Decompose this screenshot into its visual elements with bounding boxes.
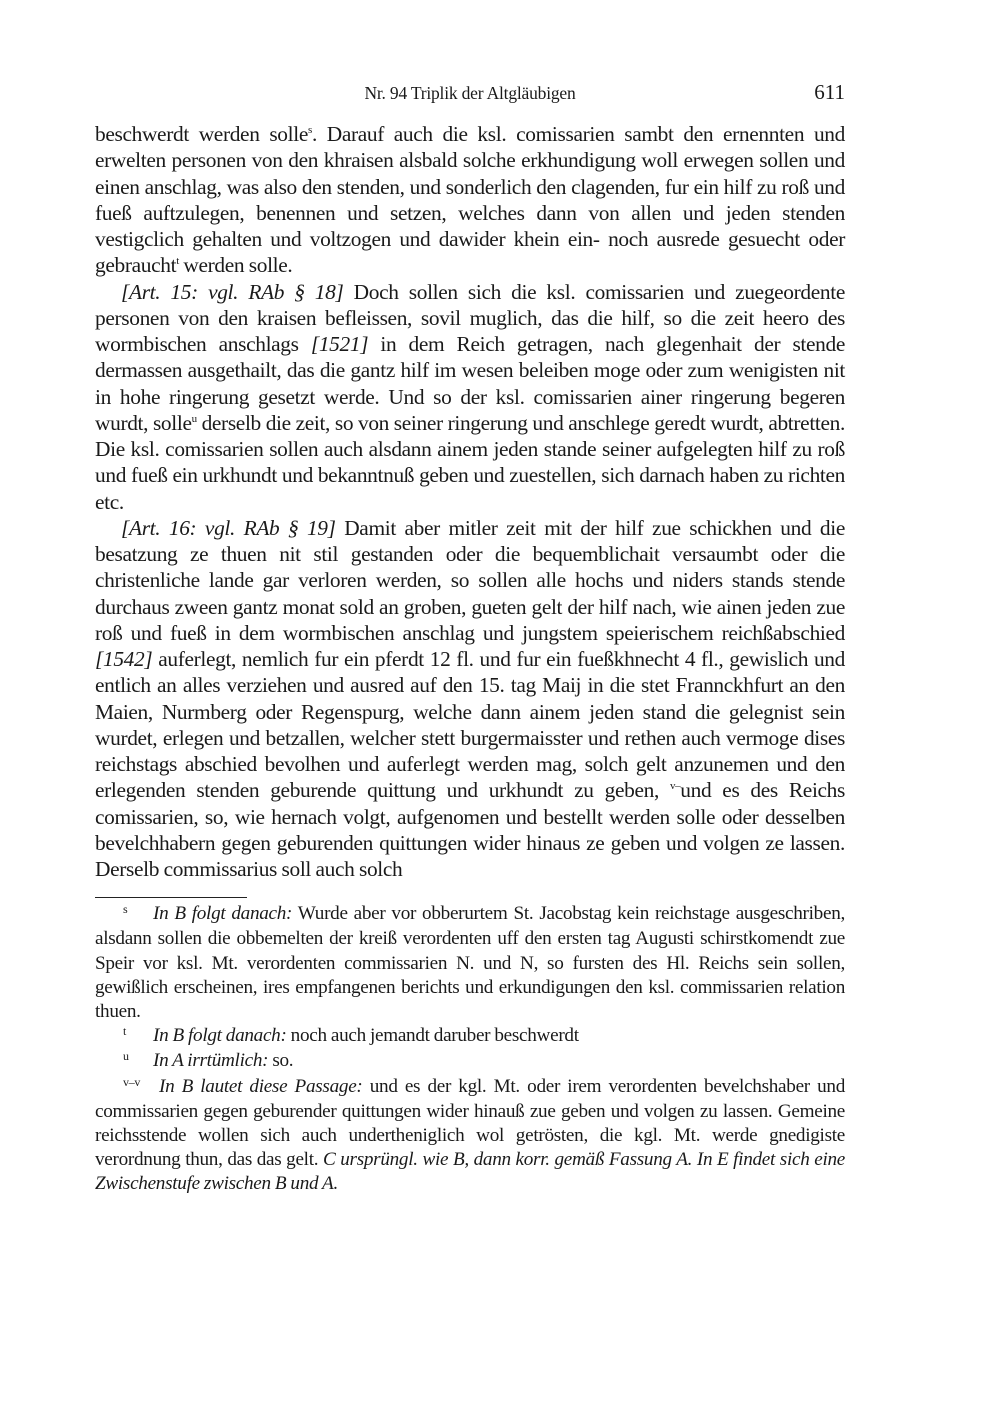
- footnote-s: [95, 902, 845, 1024]
- footnote-divider: [95, 897, 247, 898]
- paragraph-continuation: [95, 121, 845, 279]
- paragraph-text: werden solle.: [178, 253, 293, 278]
- footnote-v-v: [95, 1075, 845, 1197]
- paragraph-text: Damit aber mitler zeit mit der hilf zue schickhen und die besatzung ze thuen nit stil gestanden oder die bequemblichait versaumbt oder die christenliche lande gar verloren werden, so sollen alle hochs und niders stands stende durchaus zween gantz monat sold an groben, gueten gelt der hilf nach, wie ainen jeden zue roß und fueß in dem wormbischen anschlag und jungstem speierischem reichßabschied: [95, 515, 846, 645]
- paragraph-text: derselb die zeit, so von seiner ringerung und anschlege geredt wurdt, abtretten. Die ksl. comissarien sollen auch alsdann ainem jeden stande seiner aufgelegten hilf zu roß und fueß ein urkhundt und bekanntnuß geben und zuestellen, sich darnach haben zu richten etc.: [95, 410, 845, 514]
- footnote-lemma: In A irrtümlich:: [153, 1050, 269, 1072]
- paragraph-text: beschwerdt werden solle: [95, 122, 308, 146]
- paragraph-text: . Darauf auch die ksl. comissarien sambt den ernennten und erwelten personen von den khraisen alsbald solche erkhundigung woll erwegen sollen und einen anschlag, was also den stenden, und sonderlich den clagenden, fur ein hilf zu roß und fueß auftzulegen, benennen und setzen, welches dann von allen und jeden stenden vestigclich gehalten und voltzogen und dawider khein ein- noch ausrede gesuecht oder gebraucht: [95, 122, 846, 278]
- running-header: [95, 78, 845, 108]
- article-reference: [Art. 16: vgl. RAb § 19]: [121, 515, 336, 540]
- footnote-text: und es der kgl. Mt. oder irem verordenten bevelchshaber und commissarien gegen geburender quittungen wider hinauß zue geben und volgen zu lassen. Gemeine reichsstende wollen sich auch undertheniglich wol getrösten, die kgl. Mt. werde gnedigiste verordnung thun, das das gelt.: [95, 1075, 845, 1171]
- footnote-u: [95, 1049, 845, 1074]
- footnote-ref-u: u: [191, 412, 197, 425]
- main-text: [95, 121, 845, 882]
- footnote-ref-s: s: [308, 124, 312, 136]
- footnote-ref-v: v–: [669, 780, 681, 793]
- footnote-text: noch auch jemandt daruber beschwerdt: [286, 1025, 579, 1047]
- footnote-lemma: In B folgt danach:: [153, 903, 293, 925]
- footnote-mark: v–v: [123, 1074, 141, 1089]
- footnote-mark: s: [123, 902, 128, 917]
- footnote-lemma: In B lautet diese Passage:: [159, 1075, 363, 1097]
- paragraph-text: in dem Reich getragen, nach glegenhait der stende dermassen ausgethailt, das die gantz hilf im wesen beleiben moge oder zum wenigisten nit in hohe ringerung gesetzt werde. Und so der ksl. comissarien ainer ringerung begeren wurdt, solle: [95, 332, 845, 435]
- paragraph-text: und es des Reichs comissarien, so, wie hernach volgt, aufgenomen und bestellt werden solle oder desselben bevelchhabern gegen geburenden quittungen wider hinaus ze geben und volgen ze lassen. Derselb commissarius soll auch solch: [95, 778, 846, 881]
- page-number: 611: [814, 80, 845, 104]
- footnotes: [95, 902, 845, 1196]
- year-reference: [1542]: [95, 647, 153, 671]
- paragraph-text: Doch sollen sich die ksl. comissarien und zuegeordente personen von den kraisen befleissen, sovil muglich, das die hilf, so die zeit heero des wormbischen anschlags: [95, 279, 846, 356]
- footnote-lemma: In B folgt danach:: [153, 1025, 287, 1047]
- footnote-mark: t: [123, 1024, 127, 1039]
- article-reference: [Art. 15: vgl. RAb § 18]: [121, 279, 344, 304]
- running-title: Nr. 94 Triplik der Altgläubigen: [364, 83, 576, 103]
- footnote-t: [95, 1024, 845, 1049]
- footnote-text: so.: [268, 1050, 294, 1072]
- paragraph-text: auferlegt, nemlich fur ein pferdt 12 fl. und fur ein fueßkhnecht 4 fl., gewislich und entlich an alles verziehen und ausred auf den 15. tag Maij in die stet Frannckhfurt an den Maien, Nurmberg oder Regenspurg, welche dann ainem jeden stand die gelegnist sein wurdet, erlegen und betzallen, welcher stett burgermaisster und rethen auch vermoge dises reichstags abschied bevolhen und auferlegt werden mag, solch gelt anzunemen und den erlegenden stenden geburende quittung und urkhundt zu geben,: [95, 647, 845, 803]
- document-page: [95, 78, 845, 1197]
- paragraph-art-15: [95, 279, 845, 515]
- footnote-ref-t: t: [176, 255, 179, 268]
- footnote-mark: u: [123, 1049, 129, 1064]
- year-reference: [1521]: [310, 332, 369, 356]
- footnote-text: Wurde aber vor obberurtem St. Jacobstag kein reichstage ausgeschriben, alsdann sollen die obbemelten der kreiß verordenten uff den ersten tag Augusti schirstkomendt zue Speir vor ksl. Mt. verordenten commissarien N. und N, so fursten des Hl. Reichs sein sollen, gewißlich erscheinen, ires empfangenen berichts und erkundigungen den ksl. commissarien relation thuen.: [95, 903, 845, 1023]
- footnote-editorial-note: C ursprüngl. wie B, dann korr. gemäß Fassung A. In E findet sich eine Zwischenstufe zwischen B und A.: [95, 1149, 845, 1195]
- paragraph-art-16: [95, 515, 845, 883]
